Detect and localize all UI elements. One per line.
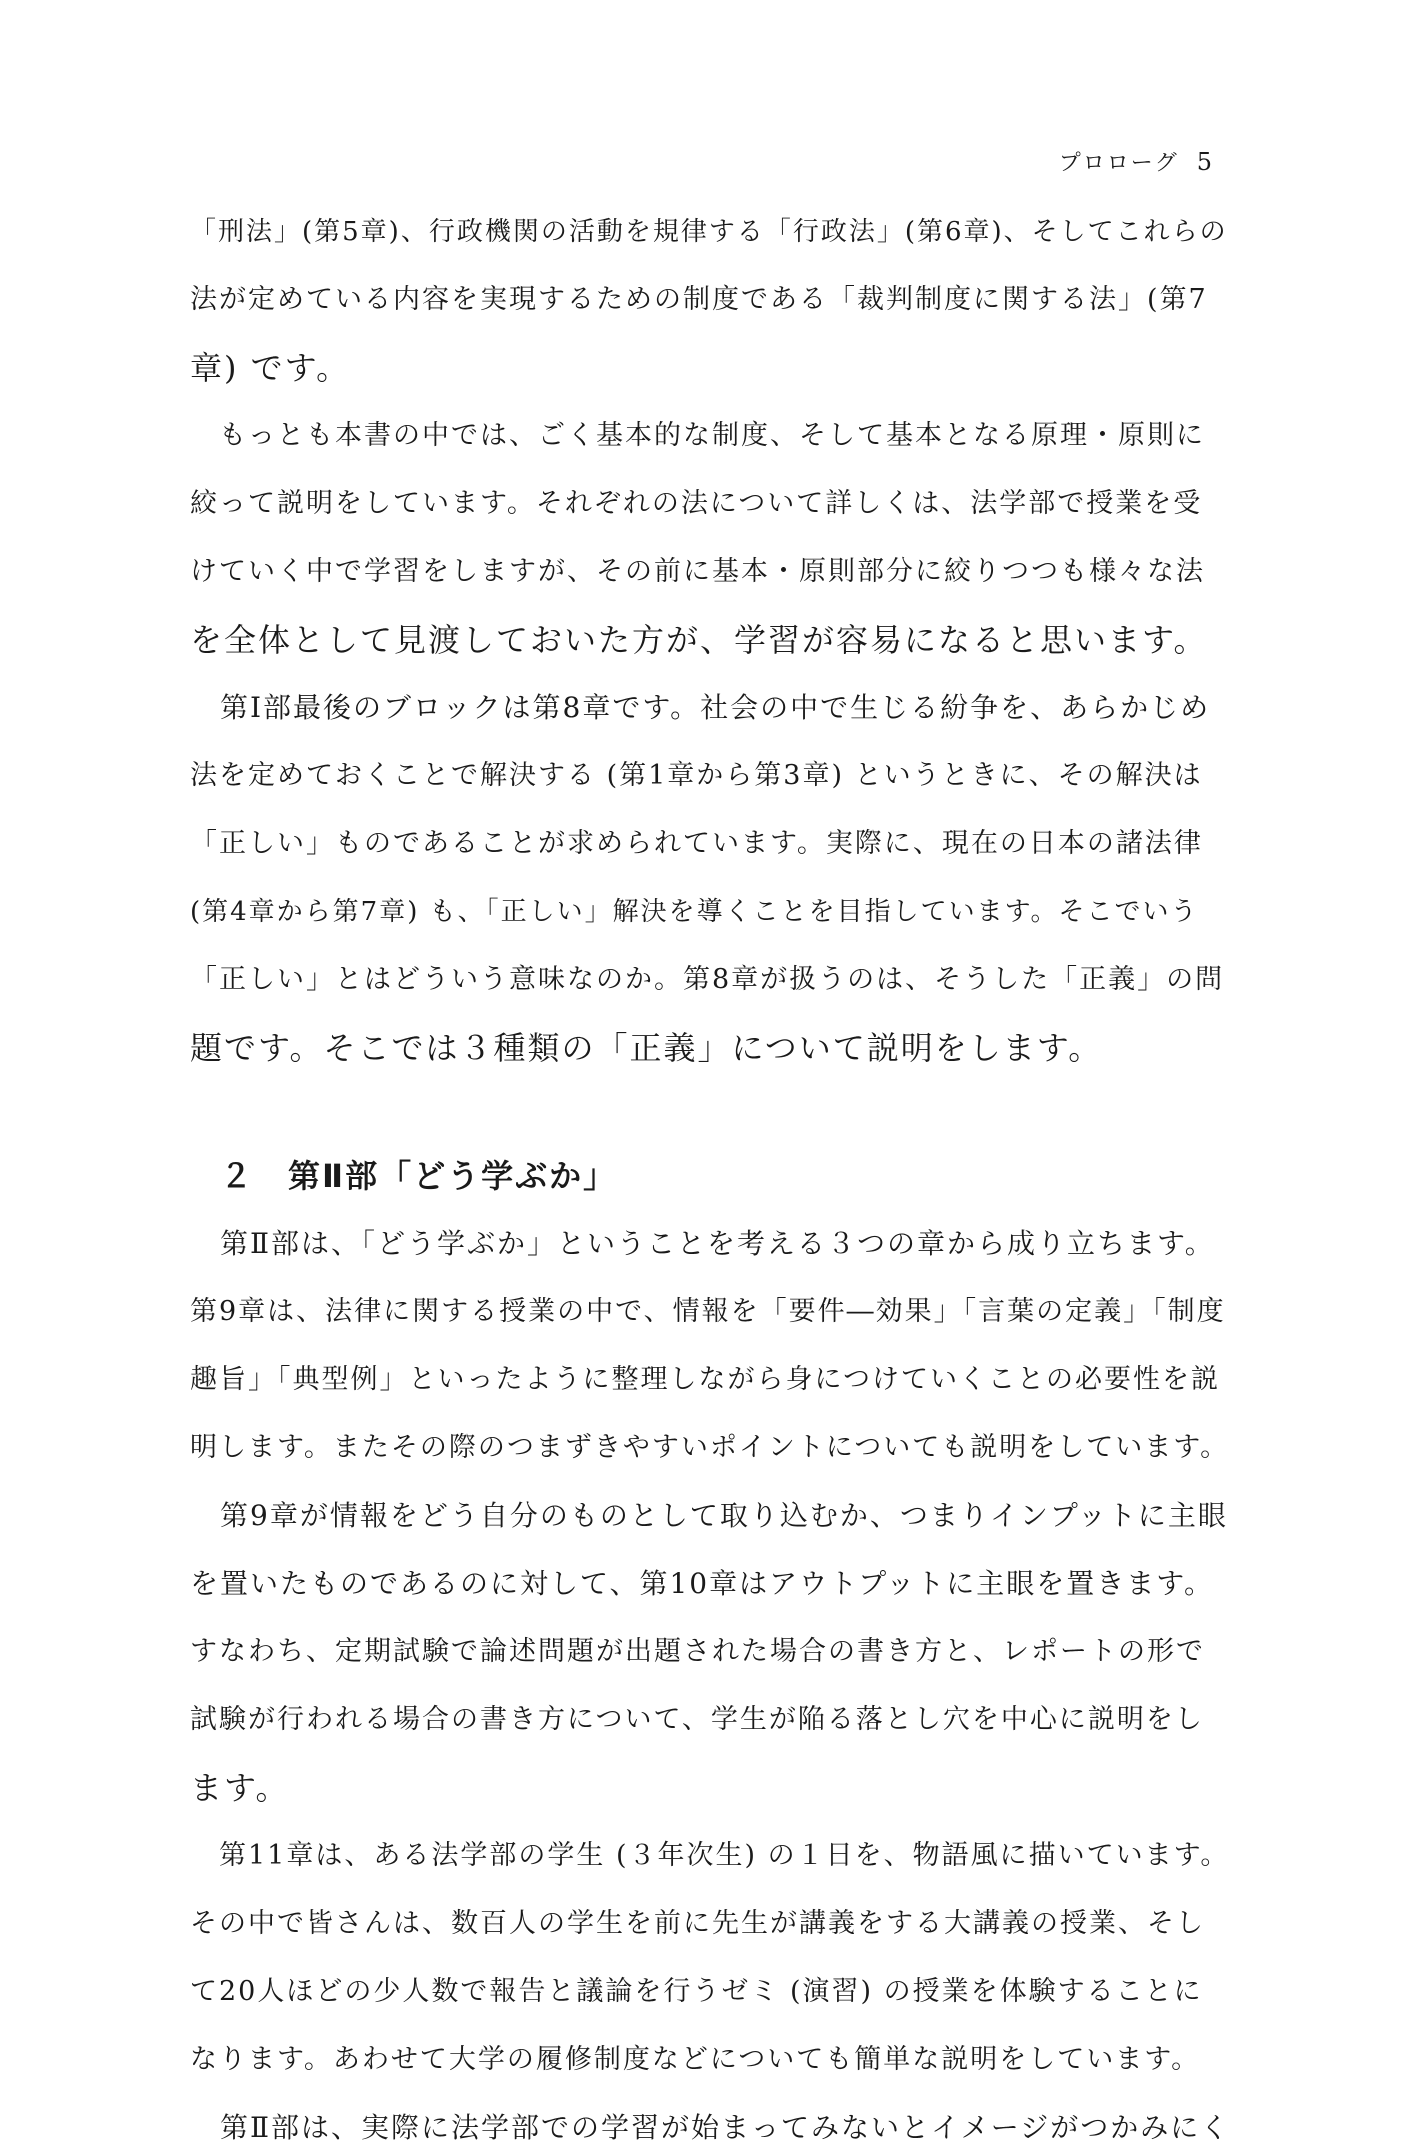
text-line: 「刑法」(第5章)、行政機関の活動を規律する「行政法」(第6章)、そしてこれらの [190, 217, 1228, 247]
text-line: て20人ほどの少人数で報告と議論を行うゼミ (演習) の授業を体験することに [190, 1976, 1203, 2007]
text-line: 章) です。 [190, 349, 351, 387]
text-line: もっとも本書の中では、ごく基本的な制度、そして基本となる原理・原則に [190, 420, 1205, 451]
text-line: 第9章が情報をどう自分のものとして取り込むか、つまりインプットに主眼 [190, 1499, 1228, 1532]
text-line: 試験が行われる場合の書き方について、学生が陥る落とし穴を中心に説明をし [190, 1704, 1204, 1735]
text-line: すなわち、定期試験で論述問題が出題された場合の書き方と、レポートの形で [190, 1636, 1205, 1667]
text-line: を全体として見渡しておいた方が、学習が容易になると思います。 [190, 621, 1208, 659]
text-line: ます。 [190, 1769, 290, 1807]
text-line: を置いたものであるのに対して、第10章はアウトプットに主眼を置きます。 [190, 1567, 1215, 1600]
text-line: その中で皆さんは、数百人の学生を前に先生が講義をする大講義の授業、そし [190, 1908, 1205, 1939]
running-head [1059, 146, 1214, 177]
text-line: 「正しい」ものであることが求められています。実際に、現在の日本の諸法律 [190, 828, 1203, 859]
text-line: 第9章は、法律に関する授業の中で、情報を「要件―効果」「言葉の定義」「制度 [190, 1296, 1226, 1327]
text-line: 第Ⅰ部最後のブロックは第8章です。社会の中で生じる紛争を、あらかじめ [190, 691, 1211, 724]
text-line: 絞って説明をしています。それぞれの法について詳しくは、法学部で授業を受 [190, 488, 1203, 519]
text-line: 第Ⅱ部は、実際に法学部での学習が始まってみないとイメージがつかみにく [190, 2111, 1231, 2144]
text-line: 第11章は、ある法学部の学生 (３年次生) の１日を、物語風に描いています。 [190, 1840, 1230, 1871]
text-line: なります。あわせて大学の履修制度などについても簡単な説明をしています。 [190, 2044, 1201, 2075]
text-line: 法が定めている内容を実現するための制度である「裁判制度に関する法」(第7 [190, 284, 1208, 315]
text-line: けていく中で学習をしますが、その前に基本・原則部分に絞りつつも様々な法 [190, 556, 1205, 587]
text-line: 第Ⅱ部は、「どう学ぶか」ということを考える３つの章から成り立ちます。 [190, 1227, 1215, 1260]
text-line: 趣旨」「典型例」といったように整理しながら身につけていくことの必要性を説 [190, 1364, 1220, 1395]
section-heading: ２ 第Ⅱ部「どう学ぶか」 [220, 1157, 618, 1195]
text-line: 明します。またその際のつまずきやすいポイントについても説明をしています。 [190, 1432, 1230, 1463]
running-head-title: プロローグ [1058, 151, 1179, 176]
text-line: 法を定めておくことで解決する (第1章から第3章) というときに、その解決は [190, 760, 1203, 791]
text-line: (第4章から第7章) も、「正しい」解決を導くことを目指しています。そこでいう [190, 897, 1199, 927]
text-line: 「正しい」とはどういう意味なのか。第8章が扱うのは、そうした「正義」の問 [190, 964, 1225, 995]
text-line: 題です。そこでは３種類の「正義」について説明をします。 [190, 1029, 1103, 1067]
page-number: 5 [1196, 148, 1214, 176]
